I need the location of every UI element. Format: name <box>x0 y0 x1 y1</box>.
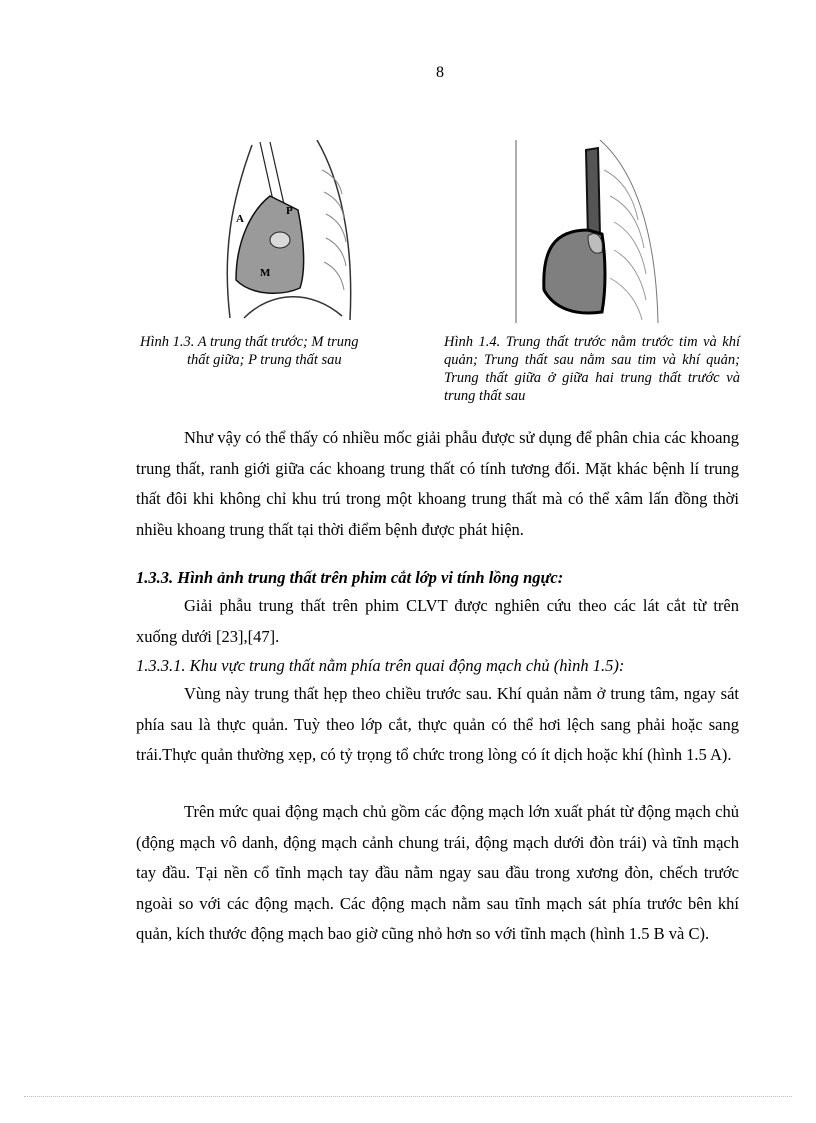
mediastinum-abc-illustration <box>222 140 357 323</box>
label-p: P <box>286 205 293 217</box>
section-heading-1-3-3-1: 1.3.3.1. Khu vực trung thất nằm phía trên quai động mạch chủ (hình 1.5): <box>136 656 625 675</box>
paragraph-3 <box>136 679 739 771</box>
paragraph-2 <box>136 591 739 652</box>
figure-1-4-caption: Hình 1.4. Trung thất trước nằm trước tim và khí quản; Trung thất sau nằm sau tim và khí quản; Trung thất giữa ở giữa hai trung thất trước và trung thất sau <box>444 334 740 404</box>
figure-1-3-caption-line2: thất giữa; P trung thất sau <box>187 352 342 368</box>
figure-1-4-mediastinum-diagram <box>514 140 664 323</box>
page-number: 8 <box>436 64 444 81</box>
figure-1-3-mediastinum-diagram <box>222 140 357 323</box>
label-m: M <box>260 267 271 279</box>
mediastinum-compartments-illustration <box>514 140 664 323</box>
paragraph-3-text: Vùng này trung thất hẹp theo chiều trước sau. Khí quản nằm ở trung tâm, ngay sát phía sau là thực quản. Tuỳ theo lớp cắt, thực quản có thể hơi lệch sang phải hoặc sang trái.Thực quản thường xẹp, có tỷ trọng tổ chức trong lòng có ít dịch hoặc khí (hình 1.5 A). <box>136 684 739 764</box>
paragraph-1-text: Như vậy có thể thấy có nhiều mốc giải phẫu được sử dụng để phân chia các khoang trung thất, ranh giới giữa các khoang trung thất có tính tương đối. Mặt khác bệnh lí trung thất đôi khi không chỉ khu trú trong một khoang trung thất mà có thể xâm lấn đồng thời nhiều khoang trung thất tại thời điểm bệnh được phát hiện. <box>136 428 739 539</box>
figure-1-3-caption <box>140 333 422 369</box>
footer-divider <box>24 1096 792 1097</box>
paragraph-2-text: Giải phẫu trung thất trên phim CLVT được nghiên cứu theo các lát cắt từ trên xuống dưới [23],[47]. <box>136 596 739 646</box>
label-a: A <box>236 213 244 225</box>
figure-1-3-caption-line1: Hình 1.3. A trung thất trước; M trung <box>140 334 359 350</box>
paragraph-1 <box>136 423 739 545</box>
paragraph-4-text: Trên mức quai động mạch chủ gồm các động mạch lớn xuất phát từ động mạch chủ (động mạch vô danh, động mạch cảnh chung trái, động mạch dưới đòn trái) và tĩnh mạch tay đầu. Tại nền cổ tĩnh mạch tay đầu nằm ngay sau đầu trong xương đòn, chếch trước ngoài so với các động mạch. Các động mạch nằm sau tĩnh mạch sát phía trước bên khí quản, kích thước động mạch bao giờ cũng nhỏ hơn so với tĩnh mạch (hình 1.5 B và C). <box>136 802 739 943</box>
paragraph-4 <box>136 797 739 950</box>
section-heading-1-3-3: 1.3.3. Hình ảnh trung thất trên phim cắt lớp vi tính lồng ngực: <box>136 568 564 587</box>
